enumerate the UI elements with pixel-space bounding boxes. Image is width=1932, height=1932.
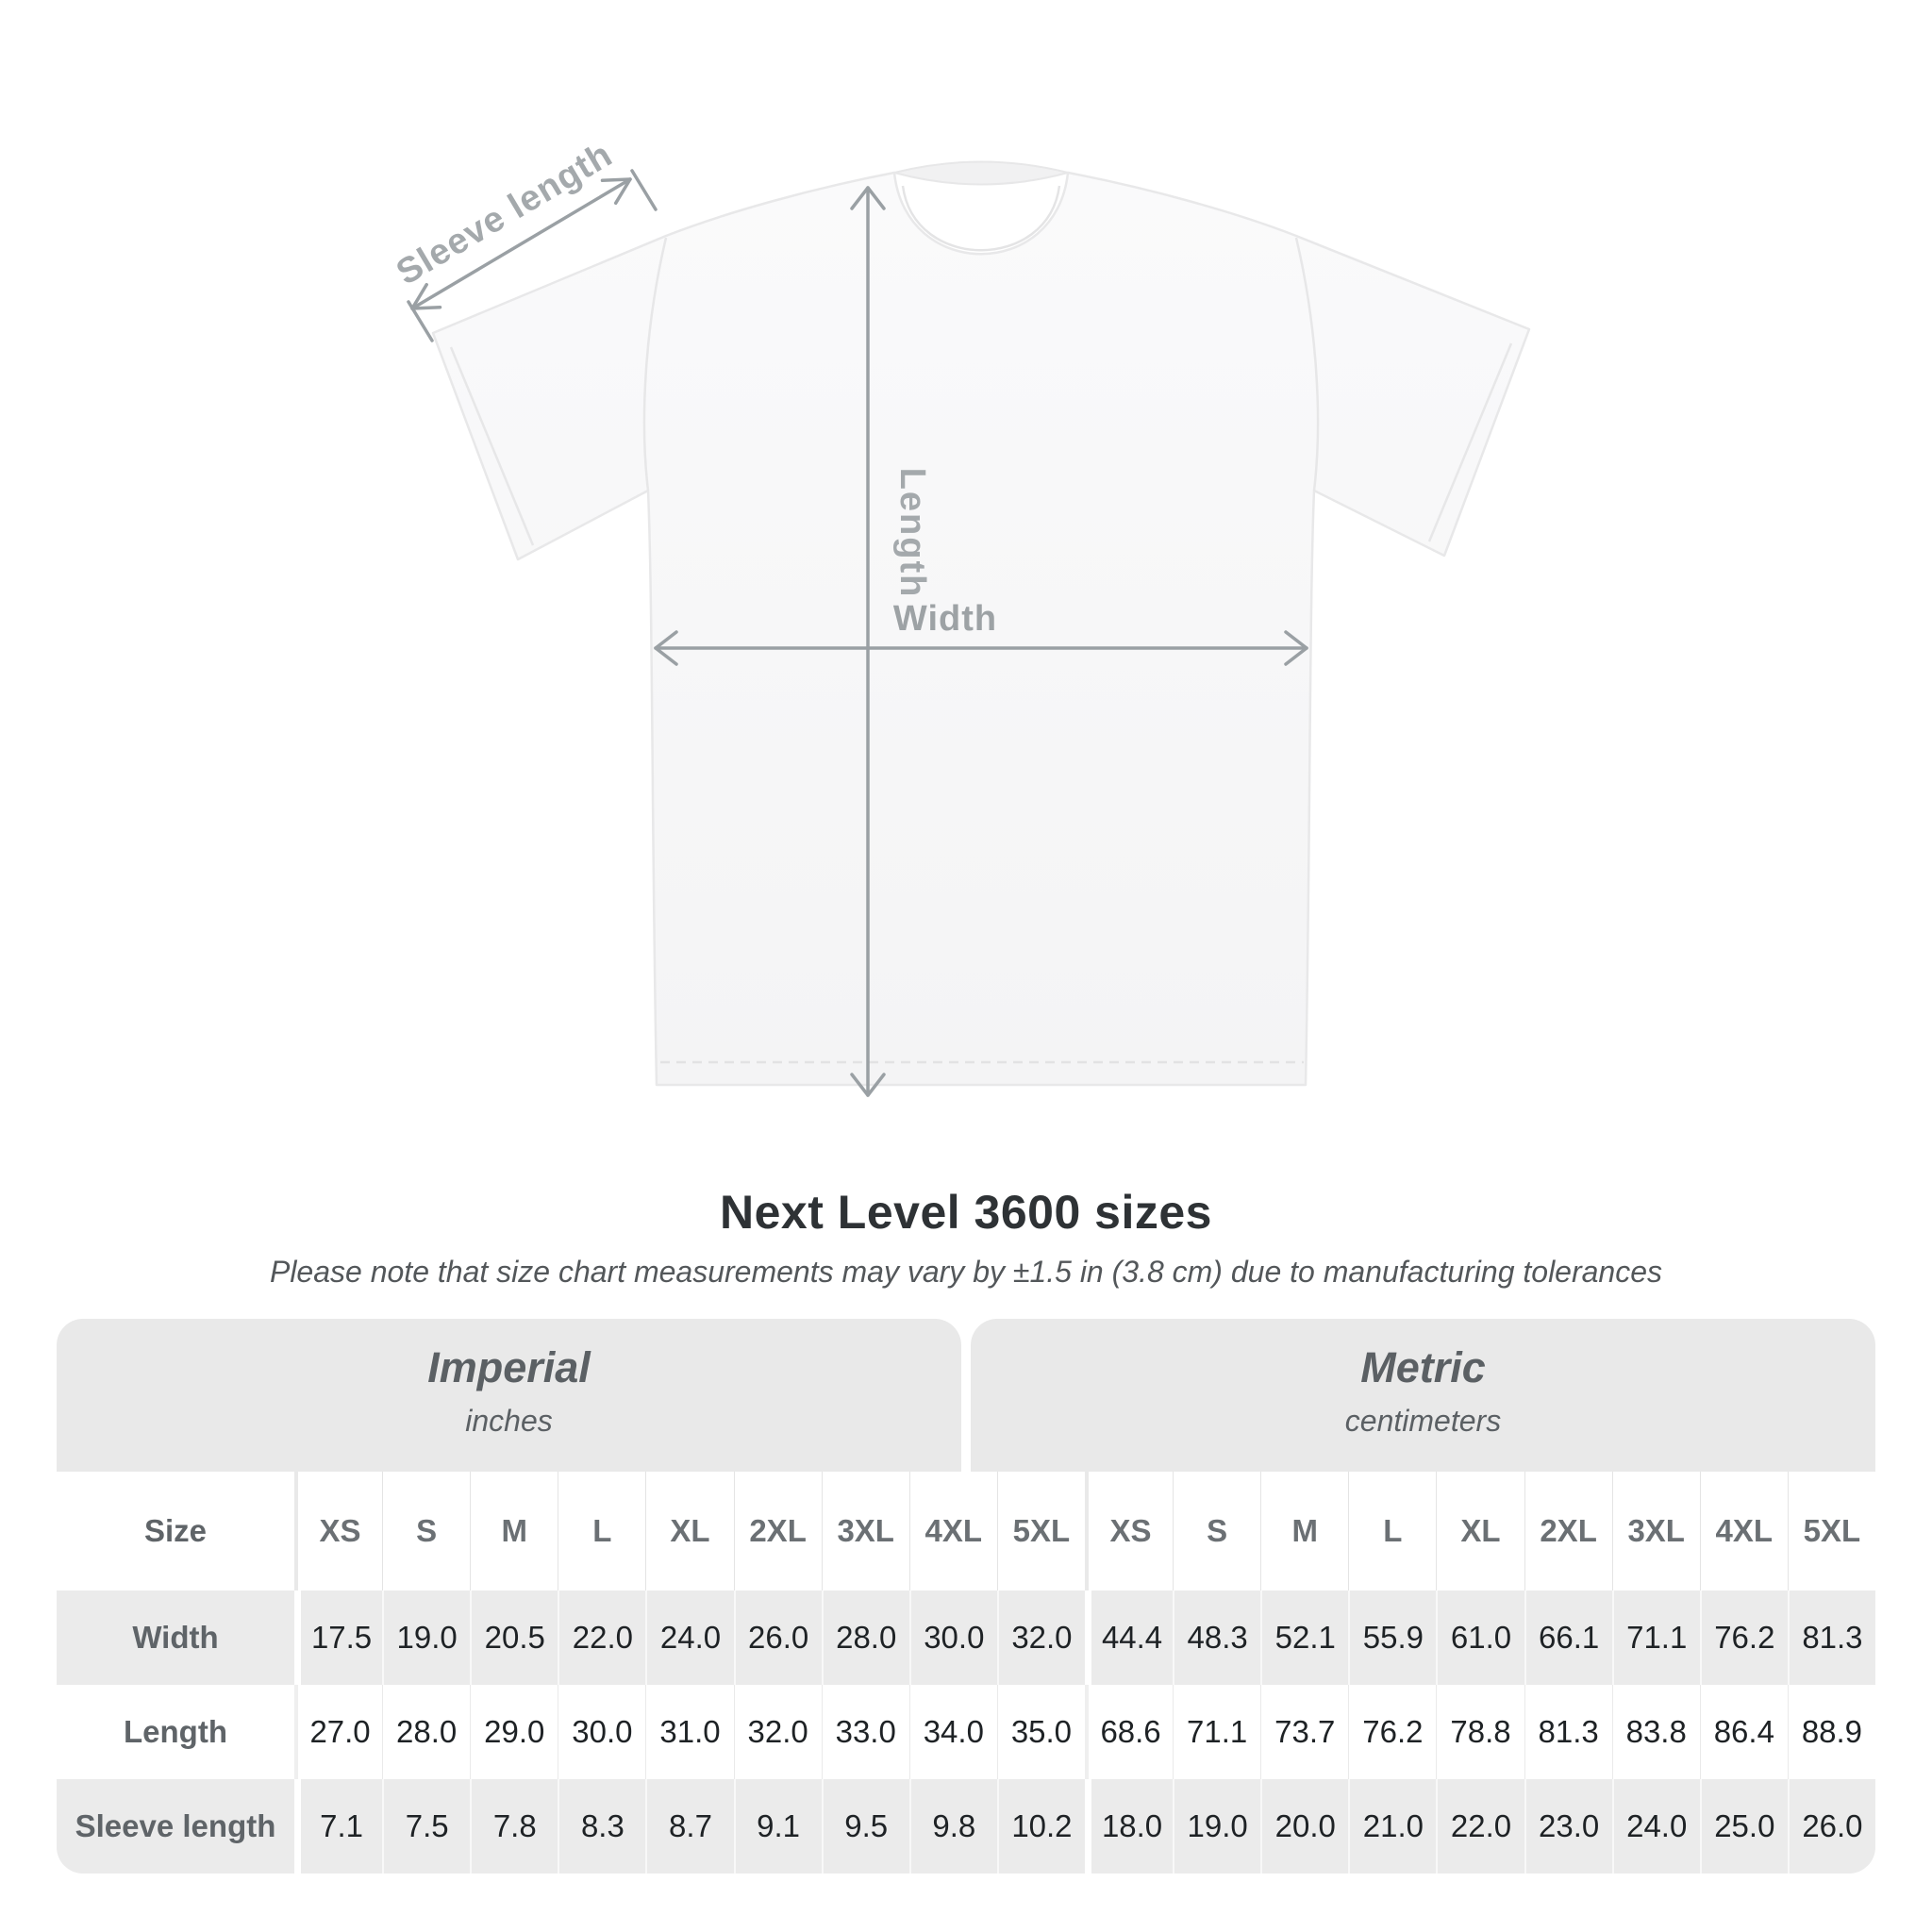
size-header-imperial-4xl: 4XL — [909, 1472, 997, 1591]
imperial-band — [57, 1319, 961, 1472]
value-cell: 19.0 — [1173, 1779, 1260, 1874]
size-header-imperial-l: L — [558, 1472, 645, 1591]
value-cell: 17.5 — [294, 1591, 382, 1685]
value-cell: 21.0 — [1348, 1779, 1436, 1874]
size-table — [57, 1319, 1875, 1874]
value-cell: 48.3 — [1173, 1591, 1260, 1685]
unit-group-header — [57, 1319, 1875, 1472]
value-cell: 71.1 — [1173, 1685, 1260, 1779]
metric-label: Metric — [1360, 1343, 1486, 1391]
value-cell: 28.0 — [822, 1591, 909, 1685]
value-cell: 32.0 — [997, 1591, 1085, 1685]
value-cell: 35.0 — [997, 1685, 1085, 1779]
metric-unit-label: centimeters — [1344, 1404, 1502, 1438]
value-cell: 8.3 — [558, 1779, 645, 1874]
value-cell: 9.1 — [734, 1779, 822, 1874]
value-cell: 83.8 — [1612, 1685, 1700, 1779]
value-cell: 8.7 — [645, 1779, 733, 1874]
value-cell: 30.0 — [909, 1591, 997, 1685]
value-cell: 19.0 — [382, 1591, 470, 1685]
value-cell: 9.5 — [822, 1779, 909, 1874]
value-cell: 25.0 — [1700, 1779, 1788, 1874]
size-header-imperial-s: S — [382, 1472, 470, 1591]
size-header-metric-2xl: 2XL — [1524, 1472, 1612, 1591]
value-cell: 33.0 — [822, 1685, 909, 1779]
value-cell: 26.0 — [1788, 1779, 1875, 1874]
value-cell: 81.3 — [1524, 1685, 1612, 1779]
value-cell: 7.8 — [470, 1779, 558, 1874]
size-header-imperial-m: M — [470, 1472, 558, 1591]
value-cell: 27.0 — [294, 1685, 382, 1779]
value-cell: 30.0 — [558, 1685, 645, 1779]
size-column-header: Size — [57, 1472, 294, 1591]
width-label: Width — [892, 599, 998, 639]
value-cell: 68.6 — [1085, 1685, 1173, 1779]
tolerance-note: Please note that size chart measurements may vary by ±1.5 in (3.8 cm) due to manufacturing tolerances — [269, 1255, 1663, 1289]
value-cell: 7.1 — [294, 1779, 382, 1874]
size-header-metric-xs: XS — [1085, 1472, 1173, 1591]
value-cell: 55.9 — [1348, 1591, 1436, 1685]
row-label-sleeve-length: Sleeve length — [57, 1779, 294, 1874]
size-header-metric-xl: XL — [1436, 1472, 1524, 1591]
value-cell: 22.0 — [558, 1591, 645, 1685]
value-cell: 22.0 — [1436, 1779, 1524, 1874]
value-cell: 73.7 — [1260, 1685, 1348, 1779]
value-cell: 23.0 — [1524, 1779, 1612, 1874]
value-cell: 32.0 — [734, 1685, 822, 1779]
size-header-metric-s: S — [1173, 1472, 1260, 1591]
size-header-imperial-xl: XL — [645, 1472, 733, 1591]
value-cell: 29.0 — [470, 1685, 558, 1779]
value-cell: 44.4 — [1085, 1591, 1173, 1685]
value-cell: 76.2 — [1700, 1591, 1788, 1685]
value-cell: 20.0 — [1260, 1779, 1348, 1874]
value-cell: 81.3 — [1788, 1591, 1875, 1685]
page-title: Next Level 3600 sizes — [720, 1186, 1212, 1239]
row-label-length: Length — [57, 1685, 294, 1779]
size-header-imperial-3xl: 3XL — [822, 1472, 909, 1591]
metric-band — [971, 1319, 1875, 1472]
value-cell: 34.0 — [909, 1685, 997, 1779]
row-label-width: Width — [57, 1591, 294, 1685]
imperial-unit-label: inches — [465, 1404, 553, 1438]
size-grid — [57, 1472, 1875, 1874]
value-cell: 24.0 — [645, 1591, 733, 1685]
value-cell: 61.0 — [1436, 1591, 1524, 1685]
value-cell: 26.0 — [734, 1591, 822, 1685]
size-header-metric-3xl: 3XL — [1612, 1472, 1700, 1591]
size-header-imperial-5xl: 5XL — [997, 1472, 1085, 1591]
value-cell: 7.5 — [382, 1779, 470, 1874]
value-cell: 20.5 — [470, 1591, 558, 1685]
value-cell: 66.1 — [1524, 1591, 1612, 1685]
tshirt-back-collar — [894, 162, 1068, 185]
size-header-metric-5xl: 5XL — [1788, 1472, 1875, 1591]
value-cell: 9.8 — [909, 1779, 997, 1874]
sleeve-length-label: Sleeve length — [390, 134, 620, 293]
value-cell: 24.0 — [1612, 1779, 1700, 1874]
size-header-metric-4xl: 4XL — [1700, 1472, 1788, 1591]
size-header-imperial-2xl: 2XL — [734, 1472, 822, 1591]
imperial-label: Imperial — [427, 1343, 591, 1391]
size-header-imperial-xs: XS — [294, 1472, 382, 1591]
value-cell: 52.1 — [1260, 1591, 1348, 1685]
value-cell: 71.1 — [1612, 1591, 1700, 1685]
value-cell: 78.8 — [1436, 1685, 1524, 1779]
size-header-metric-m: M — [1260, 1472, 1348, 1591]
length-label: Length — [892, 467, 932, 599]
value-cell: 76.2 — [1348, 1685, 1436, 1779]
value-cell: 86.4 — [1700, 1685, 1788, 1779]
value-cell: 10.2 — [997, 1779, 1085, 1874]
value-cell: 28.0 — [382, 1685, 470, 1779]
size-header-metric-l: L — [1348, 1472, 1436, 1591]
value-cell: 31.0 — [645, 1685, 733, 1779]
value-cell: 88.9 — [1788, 1685, 1875, 1779]
value-cell: 18.0 — [1085, 1779, 1173, 1874]
